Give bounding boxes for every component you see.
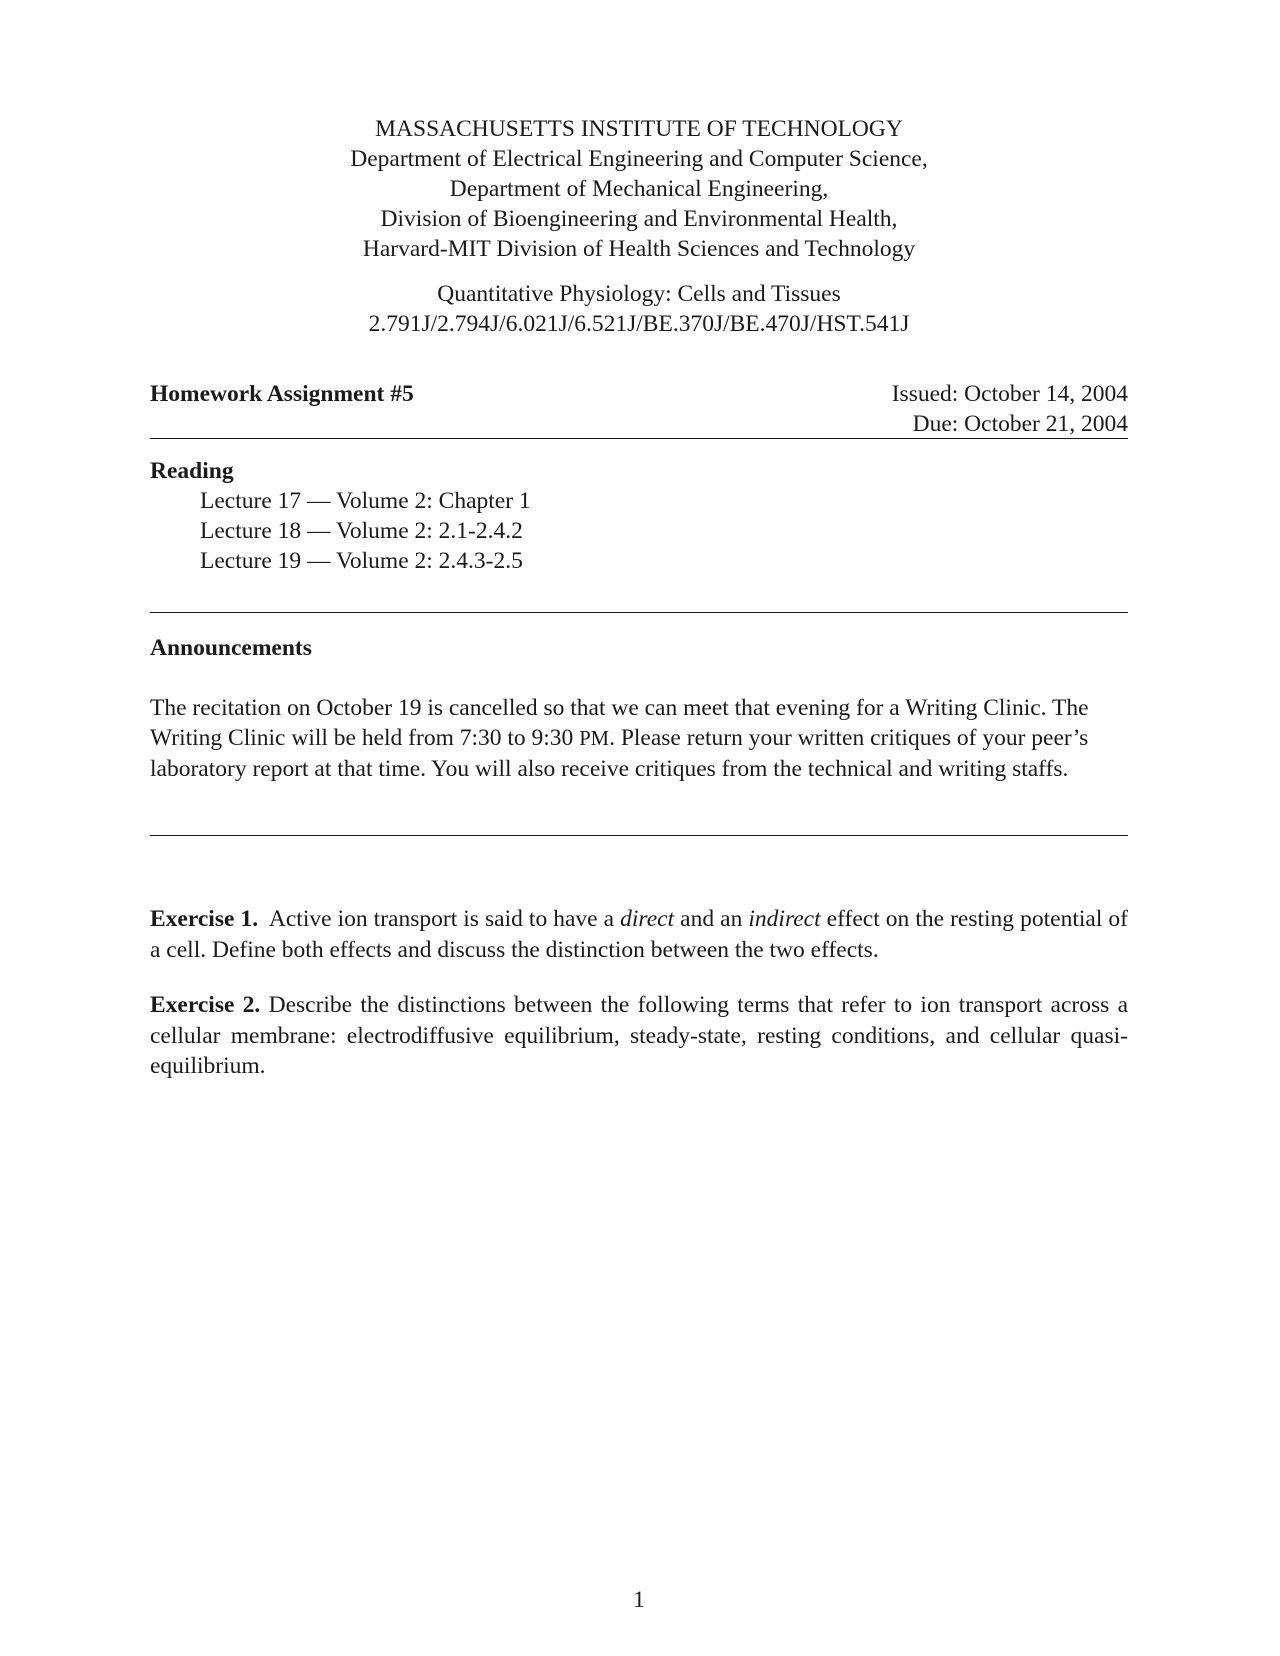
reading-heading: Reading (150, 458, 234, 484)
horizontal-rule (150, 612, 1128, 613)
pm-label: PM (579, 728, 610, 750)
horizontal-rule (150, 438, 1128, 439)
announcements-text: The recitation on October 19 is cancelled so that we can meet that evening for a Writing Clinic. The Writing Clinic will be held from 7:30 to 9:30 PM. Please return your written critiques of your peer’s laboratory report at that time. You will also receive critiques from the technical and writing staffs. (150, 695, 1089, 782)
reading-item: Lecture 17 — Volume 2: Chapter 1 (200, 488, 531, 514)
page-number: 1 (633, 1587, 645, 1613)
reading-item: Lecture 18 — Volume 2: 2.1-2.4.2 (200, 518, 523, 544)
exercise-label: Exercise 1. (150, 906, 259, 932)
course-info (150, 279, 1128, 339)
issued-date: Issued: October 14, 2004 (891, 381, 1128, 407)
department-line: Harvard-MIT Division of Health Sciences and Technology (362, 236, 916, 262)
department-line: Department of Mechanical Engineering, (449, 176, 829, 202)
emphasis-direct: direct (620, 906, 675, 932)
emphasis-indirect: indirect (748, 906, 821, 932)
institution-name: MASSACHUSETTS INSTITUTE OF TECHNOLOGY (375, 116, 903, 142)
department-line: Division of Bioengineering and Environmental Health, (380, 206, 898, 232)
exercise-label: Exercise 2. (150, 992, 261, 1018)
due-date: Due: October 21, 2004 (912, 411, 1128, 437)
horizontal-rule (150, 835, 1128, 836)
reading-list (200, 486, 531, 576)
course-numbers: 2.791J/2.794J/6.021J/6.521J/BE.370J/BE.470J/HST.541J (368, 311, 910, 337)
assignment-dates (892, 379, 1128, 439)
institution-header (150, 114, 1128, 264)
course-title: Quantitative Physiology: Cells and Tissues (437, 281, 841, 307)
assignment-title: Homework Assignment #5 (150, 381, 414, 407)
department-line: Department of Electrical Engineering and Computer Science, (350, 146, 928, 172)
exercise-1: Exercise 1. Active ion transport is said to have a direct and an indirect effect on the resting potential of a cell. Define both effects and discuss the distinction between the two effects. (150, 906, 1128, 963)
exercise-2: Exercise 2. Describe the distinctions between the following terms that refer to ion transport across a cellular membrane: electrodiffusive equilibrium, steady-state, resting conditions, and cellular quasi-equilibrium. (150, 992, 1128, 1079)
announcements-heading: Announcements (150, 635, 312, 661)
reading-item: Lecture 19 — Volume 2: 2.4.3-2.5 (200, 548, 523, 574)
